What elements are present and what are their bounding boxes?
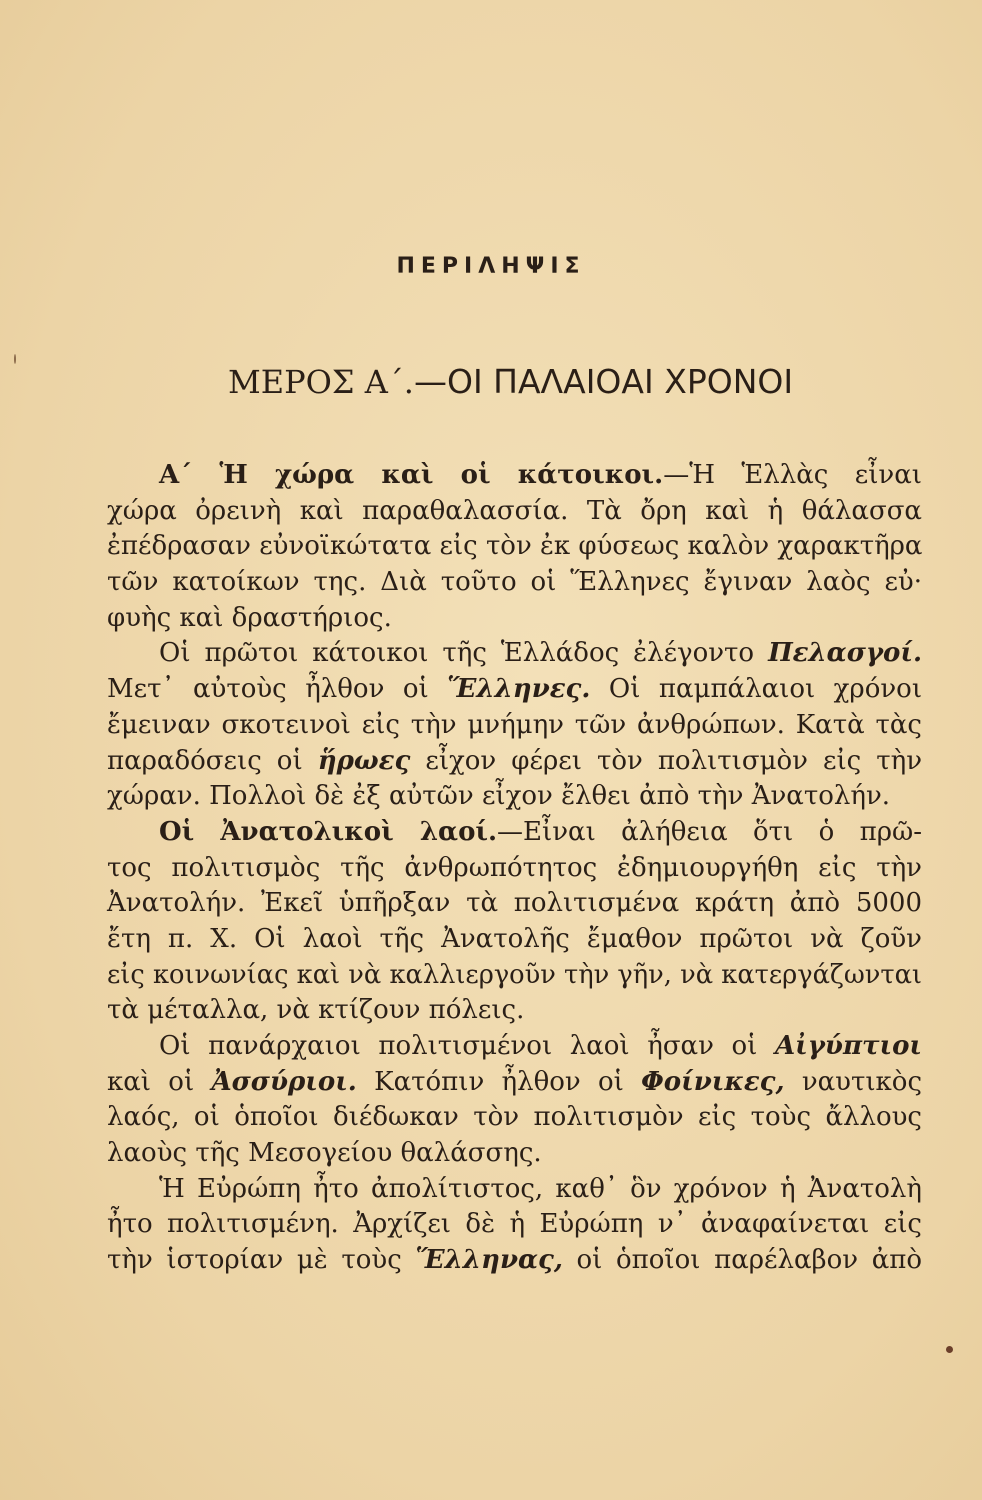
text-line: λαοὺς τῆς Μεσογείου θαλάσσης. [107,1138,542,1169]
text-line: ἔμειναν σκοτεινοὶ εἰς τὴν μνήμην τῶν ἀνθρώπων. Κατὰ τὰς [107,709,922,740]
text-line: τὴν ἱστορίαν μὲ τοὺς Ἕλληνας, οἱ ὁποῖοι παρέλαβον ἀπὸ [107,1245,923,1276]
text-line: Ἡ Εὐρώπη ἦτο ἀπολίτιστος, καθ᾽ ὃν χρόνον ἡ Ἀνατολὴ [159,1173,922,1204]
text-line: φυὴς καὶ δραστήριος. [107,602,392,633]
text-line: χώρα ὀρεινὴ καὶ παραθαλασσία. Τὰ ὄρη καὶ ἡ θάλασσα [107,495,922,526]
term-assyrioi: Ἀσσύριοι. [211,1066,357,1097]
term-pelasgoi: Πελασγοί. [768,638,922,669]
page-heading: ΠΕΡΙΛΗΨΙΣ [396,254,586,279]
part-dash: — [413,362,447,401]
text-line: Οἱ πανάρχαιοι πολιτισμένοι λαοὶ ἦσαν οἱ Αἰγύπτιοι [159,1031,922,1061]
text-line: ἐπέδρασαν εὐνοϊκώτατα εἰς τὸν ἐκ φύσεως καλὸν χαρακτῆρα [107,531,923,562]
text-line: Μετ᾽ αὐτοὺς ἦλθον οἱ Ἕλληνες. Οἱ παμπάλαιοι χρόνοι [107,674,923,705]
text-line: παραδόσεις οἱ ἥρωες εἶχον φέρει τὸν πολιτισμὸν εἰς τὴν [107,745,923,776]
text-line: τος πολιτισμὸς τῆς ἀνθρωπότητος ἐδημιουργήθη εἰς τὴν [107,852,922,883]
text-line: Ἀνατολήν. Ἐκεῖ ὑπῆρξαν τὰ πολιτισμένα κράτη ἀπὸ 5000 [107,888,922,919]
text-line: λαός, οἱ ὁποῖοι διέδωκαν τὸν πολιτισμὸν εἰς τοὺς ἄλλους [107,1102,922,1133]
text-line: ἦτο πολιτισμένη. Ἀρχίζει δὲ ἡ Εὐρώπη ν᾽ ἀναφαίνεται εἰς [107,1209,922,1240]
section-title-land: Α΄ Ἡ χώρα καὶ οἱ κάτοικοι. [159,460,664,490]
paper-spot [946,1346,953,1353]
term-ellines: Ἕλληνες. [447,674,591,705]
text-line: Οἱ Ἀνατολικοὶ λαοί.—Εἶναι ἀλήθεια ὅτι ὁ πρῶ- [159,816,922,847]
section-title-eastern-peoples: Οἱ Ἀνατολικοὶ λαοί. [159,816,498,847]
text-line: εἰς κοινωνίας καὶ νὰ καλλιεργοῦν τὴν γῆν, νὰ κατεργάζωνται [107,959,922,990]
term-iroes: ἥρωες [317,745,411,776]
text-line: τὰ μέταλλα, νὰ κτίζουν πόλεις. [107,995,525,1026]
body-text [107,458,922,1279]
text-line: Οἱ πρῶτοι κάτοικοι τῆς Ἑλλάδος ἐλέγοντο Πελασγοί. [159,638,922,669]
text-line: χώραν. Πολλοὶ δὲ ἐξ αὐτῶν εἶχον ἔλθει ἀπὸ τὴν Ἀνατολήν. [107,781,891,812]
text-line: ἔτη π. Χ. Οἱ λαοὶ τῆς Ἀνατολῆς ἔμαθον πρῶτοι νὰ ζοῦν [107,923,922,954]
text-line: καὶ οἱ Ἀσσύριοι. Κατόπιν ἦλθον οἱ Φοίνικες, ναυτικὸς [107,1066,923,1097]
part-title-text: ΟΙ ΠΑΛΑΙΟΑΙ ΧΡΟΝΟΙ [446,362,794,401]
text-line: τῶν κατοίκων της. Διὰ τοῦτο οἱ Ἕλληνες ἔγιναν λαὸς εὐ· [107,567,922,598]
text-line: Α΄ Ἡ χώρα καὶ οἱ κάτοικοι.—Ἡ Ἑλλὰς εἶναι [159,460,922,490]
paper-spot [14,354,16,364]
term-foinikes: Φοίνικες, [641,1066,785,1097]
term-ellinas: Ἕλληνας, [415,1245,563,1276]
part-title [228,362,793,401]
term-aigyptioi: Αἰγύπτιοι [775,1031,922,1061]
part-label: ΜΕΡΟΣ Α΄. [228,363,414,401]
